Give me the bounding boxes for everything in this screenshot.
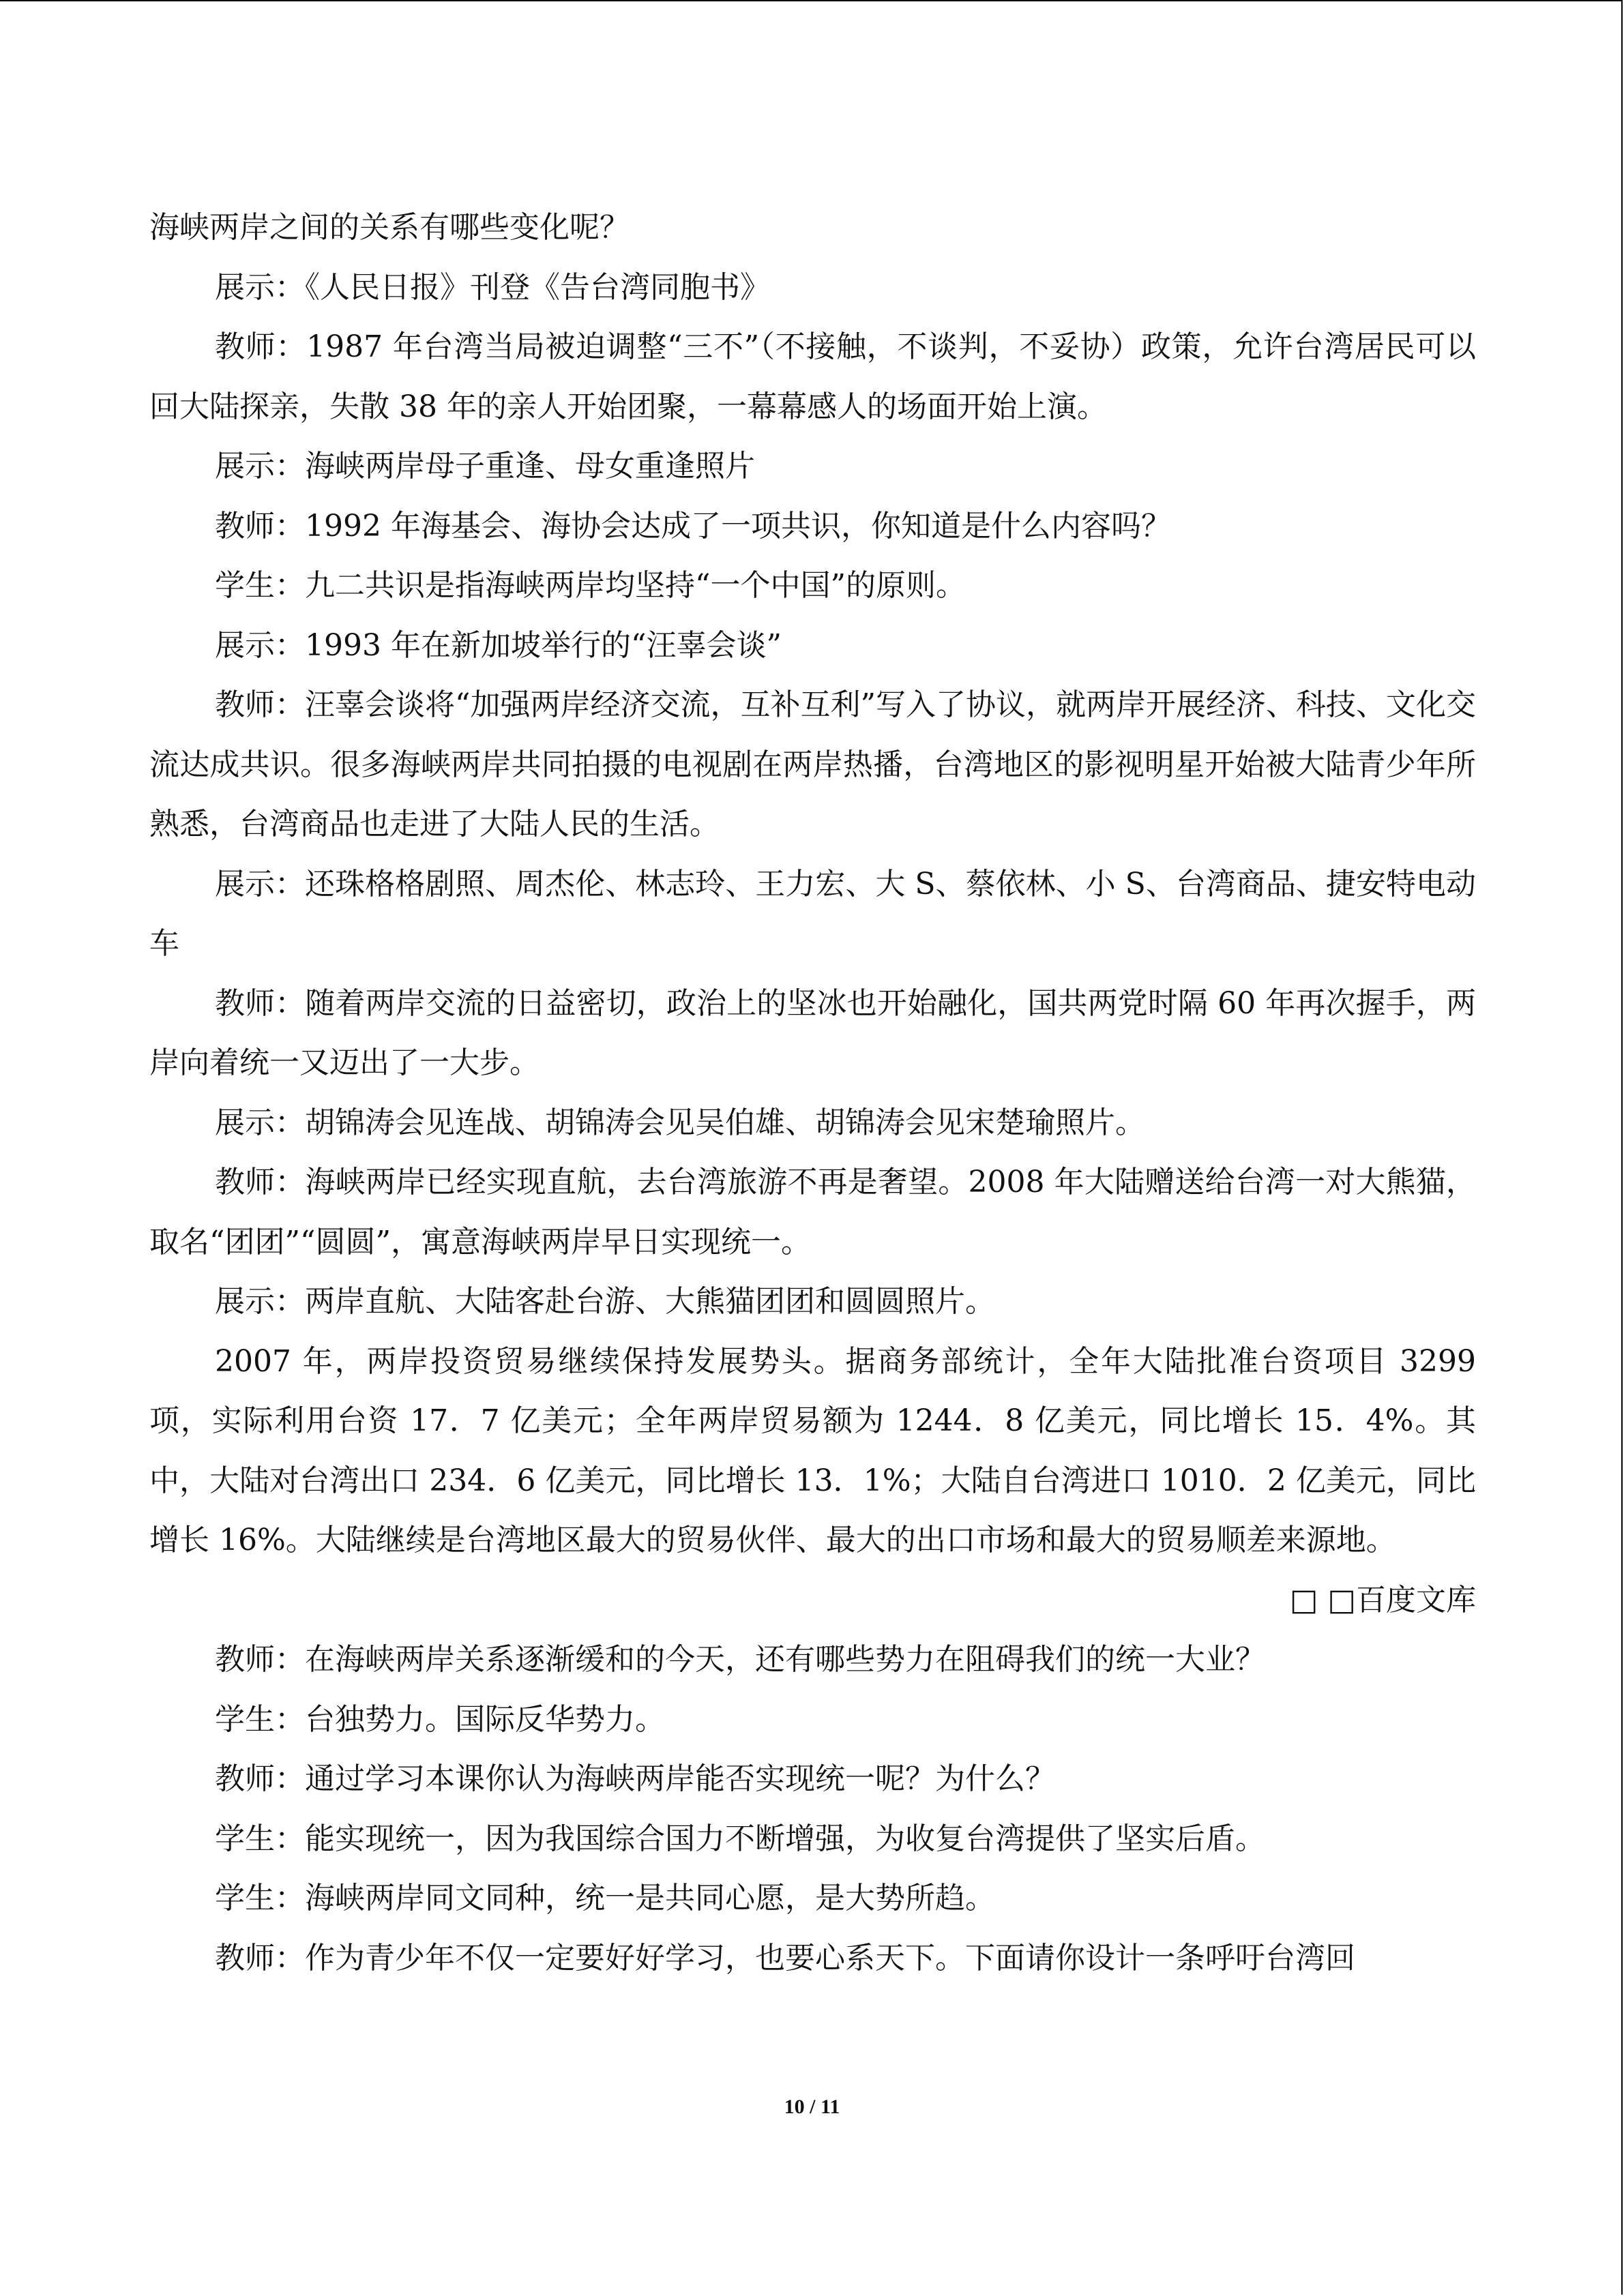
paragraph: 展示：《人民日报》刊登《告台湾同胞书》 [215,269,770,305]
page-number: 10 / 11 [784,2096,840,2118]
paragraph: 教师：1992 年海基会、海协会达成了一项共识，你知道是什么内容吗？ [215,508,1171,543]
paragraph: 学生：台独势力。国际反华势力。 [215,1701,665,1737]
paragraph: 展示：还珠格格剧照、周杰伦、林志玲、王力宏、大 S、蔡依林、小 S、台湾商品、捷安特电动车 [149,866,1476,961]
source-attribution: □ □百度文库 [1289,1582,1476,1617]
paragraph: 2007 年，两岸投资贸易继续保持发展势头。据商务部统计，全年大陆批准台资项目 3299 项，实际利用台资 17．7 亿美元；全年两岸贸易额为 1244．8 亿美元，同比增长 15．4%。其中，大陆对台湾出口 234．6 亿美元，同比增长 13．1%；大陆自台湾进口 1010．2 亿美元，同比增长 16%。大陆继续是台湾地区最大的贸易伙伴、最大的出口市场和最大的贸易顺差来源地。 [149,1343,1476,1557]
paragraph: 教师：随着两岸交流的日益密切，政治上的坚冰也开始融化，国共两党时隔 60 年再次握手，两岸向着统一又迈出了一大步。 [149,985,1476,1080]
paragraph: 海峡两岸之间的关系有哪些变化呢？ [149,210,630,245]
paragraph: 展示：1993 年在新加坡举行的“汪辜会谈” [215,627,782,663]
paragraph: 学生：能实现统一，因为我国综合国力不断增强，为收复台湾提供了坚实后盾。 [215,1821,1265,1856]
paragraph: 教师：作为青少年不仅一定要好好学习，也要心系天下。下面请你设计一条呼吁台湾回 [215,1940,1355,1976]
paragraph: 教师：海峡两岸已经实现直航，去台湾旅游不再是奢望。2008 年大陆赠送给台湾一对大熊猫，取名“团团”“圆圆”，寓意海峡两岸早日实现统一。 [149,1165,1476,1259]
paragraph: 展示：海峡两岸母子重逢、母女重逢照片 [215,449,755,483]
paragraph: 教师：汪辜会谈将“加强两岸经济交流，互补互利”写入了协议，就两岸开展经济、科技、文化交流达成共识。很多海峡两岸共同拍摄的电视剧在两岸热播，台湾地区的影视明星开始被大陆青少年所熟悉，台湾商品也走进了大陆人民的生活。 [149,687,1476,841]
paragraph: 展示：胡锦涛会见连战、胡锦涛会见吴伯雄、胡锦涛会见宋楚瑜照片。 [215,1105,1145,1140]
paragraph: 教师：1987 年台湾当局被迫调整“三不”（不接触，不谈判，不妥协）政策，允许台湾居民可以回大陆探亲，失散 38 年的亲人开始团聚，一幕幕感人的场面开始上演。 [149,329,1476,424]
paragraph: 教师：在海峡两岸关系逐渐缓和的今天，还有哪些势力在阻碍我们的统一大业？ [215,1642,1265,1677]
paragraph: 学生：九二共识是指海峡两岸均坚持“一个中国”的原则。 [215,568,966,603]
paragraph: 教师：通过学习本课你认为海峡两岸能否实现统一呢？为什么？ [215,1761,1055,1796]
paragraph: 学生：海峡两岸同文同种，统一是共同心愿，是大势所趋。 [215,1881,995,1915]
document-body [149,198,1476,1988]
paragraph: 展示：两岸直航、大陆客赴台游、大熊猫团团和圆圆照片。 [215,1284,995,1319]
